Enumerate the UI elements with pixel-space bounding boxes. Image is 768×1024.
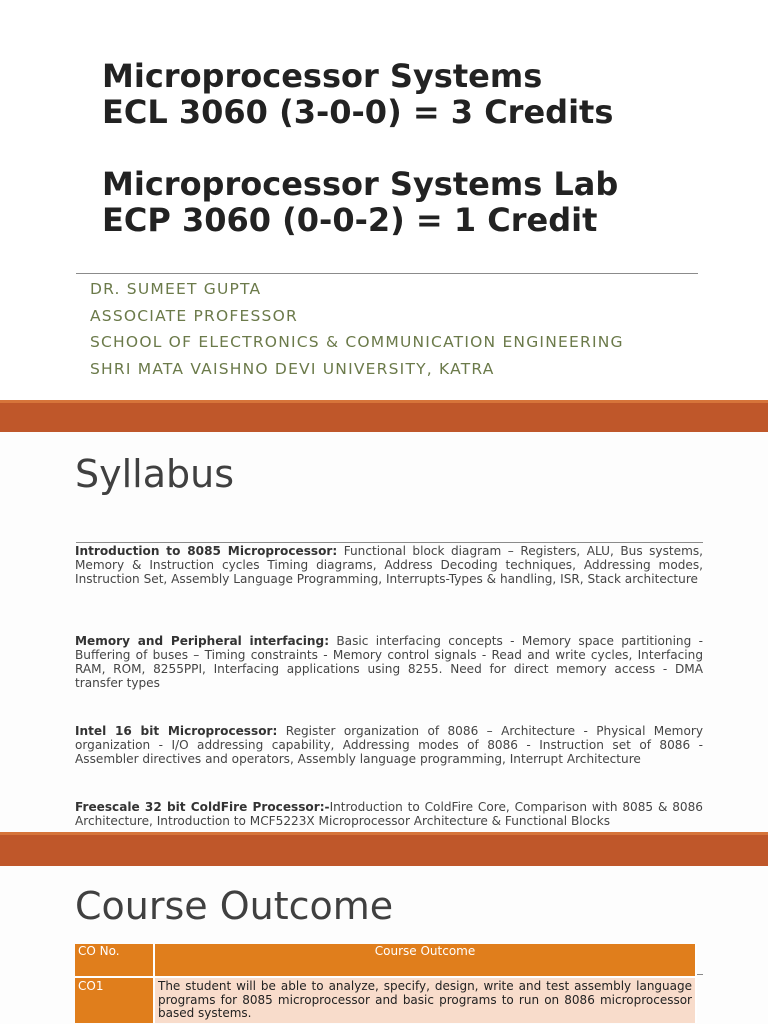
syllabus-unit <box>75 800 703 828</box>
co-number: CO1 <box>75 977 154 1023</box>
course-outcome-slide <box>0 866 768 1024</box>
course-outcome-table <box>75 944 697 1023</box>
column-header: Course Outcome <box>154 944 696 977</box>
slide-title <box>102 58 618 238</box>
unit-text: Register organization of 8086 – Architecture - Physical Memory organization - I/O addressing capability, Addressing modes of 8086 - Instruction set of 8086 - Assembler directives and operators, Assembly language programming, Interrupt Architecture <box>75 724 703 766</box>
author-school: SCHOOL OF ELECTRONICS & COMMUNICATION ENGINEERING <box>90 333 624 351</box>
title-line-1: Microprocessor Systems <box>102 57 543 95</box>
author-university: SHRI MATA VAISHNO DEVI UNIVERSITY, KATRA <box>90 359 495 378</box>
unit-title: Introduction to 8085 Microprocessor: <box>75 544 338 558</box>
title-slide <box>0 0 768 400</box>
unit-title: Freescale 32 bit ColdFire Processor:- <box>75 800 330 814</box>
heading-divider <box>76 542 703 543</box>
slide-separator <box>0 400 768 432</box>
title-line-3: Microprocessor Systems Lab <box>102 165 619 203</box>
table-row <box>75 977 696 1023</box>
unit-text: Functional block diagram – Registers, ALU, Bus systems, Memory & Instruction cycles Timing diagrams, Address Decoding techniques, Addressing modes, Instruction Set, Assembly Language Programming, Interrupts-Types & handling, ISR, Stack architecture <box>75 544 703 586</box>
slide-heading: Course Outcome <box>75 884 394 928</box>
unit-title: Memory and Peripheral interfacing: <box>75 634 330 648</box>
author-position: ASSOCIATE PROFESSOR <box>90 306 298 325</box>
author-name: DR. SUMEET GUPTA <box>90 280 262 298</box>
syllabus-unit <box>75 544 703 586</box>
title-divider <box>76 273 698 274</box>
syllabus-unit <box>75 724 703 766</box>
table-divider <box>697 974 703 975</box>
unit-text: Basic interfacing concepts - Memory space partitioning - Buffering of buses – Timing constraints - Memory control signals - Read and write cycles, Interfacing RAM, ROM, 8255PPI, Interfacing applications using 8255. Need for direct memory access - DMA transfer types <box>75 634 703 690</box>
syllabus-slide <box>0 432 768 832</box>
table-header-row <box>75 944 696 977</box>
syllabus-unit <box>75 634 703 690</box>
unit-text: Introduction to ColdFire Core, Comparison with 8085 & 8086 Architecture, Introduction to MCF5223X Microprocessor Architecture & Functional Blocks <box>75 800 703 828</box>
slide-separator <box>0 832 768 866</box>
column-header: CO No. <box>75 944 154 977</box>
slide-heading: Syllabus <box>75 452 235 496</box>
title-line-4: ECP 3060 (0-0-2) = 1 Credit <box>102 201 598 239</box>
unit-title: Intel 16 bit Microprocessor: <box>75 724 278 738</box>
title-line-2: ECL 3060 (3-0-0) = 3 Credits <box>102 93 614 131</box>
author-block <box>90 276 624 382</box>
co-description: The student will be able to analyze, specify, design, write and test assembly language programs for 8085 microprocessor and basic programs to run on 8086 microprocessor based systems. <box>154 977 696 1023</box>
